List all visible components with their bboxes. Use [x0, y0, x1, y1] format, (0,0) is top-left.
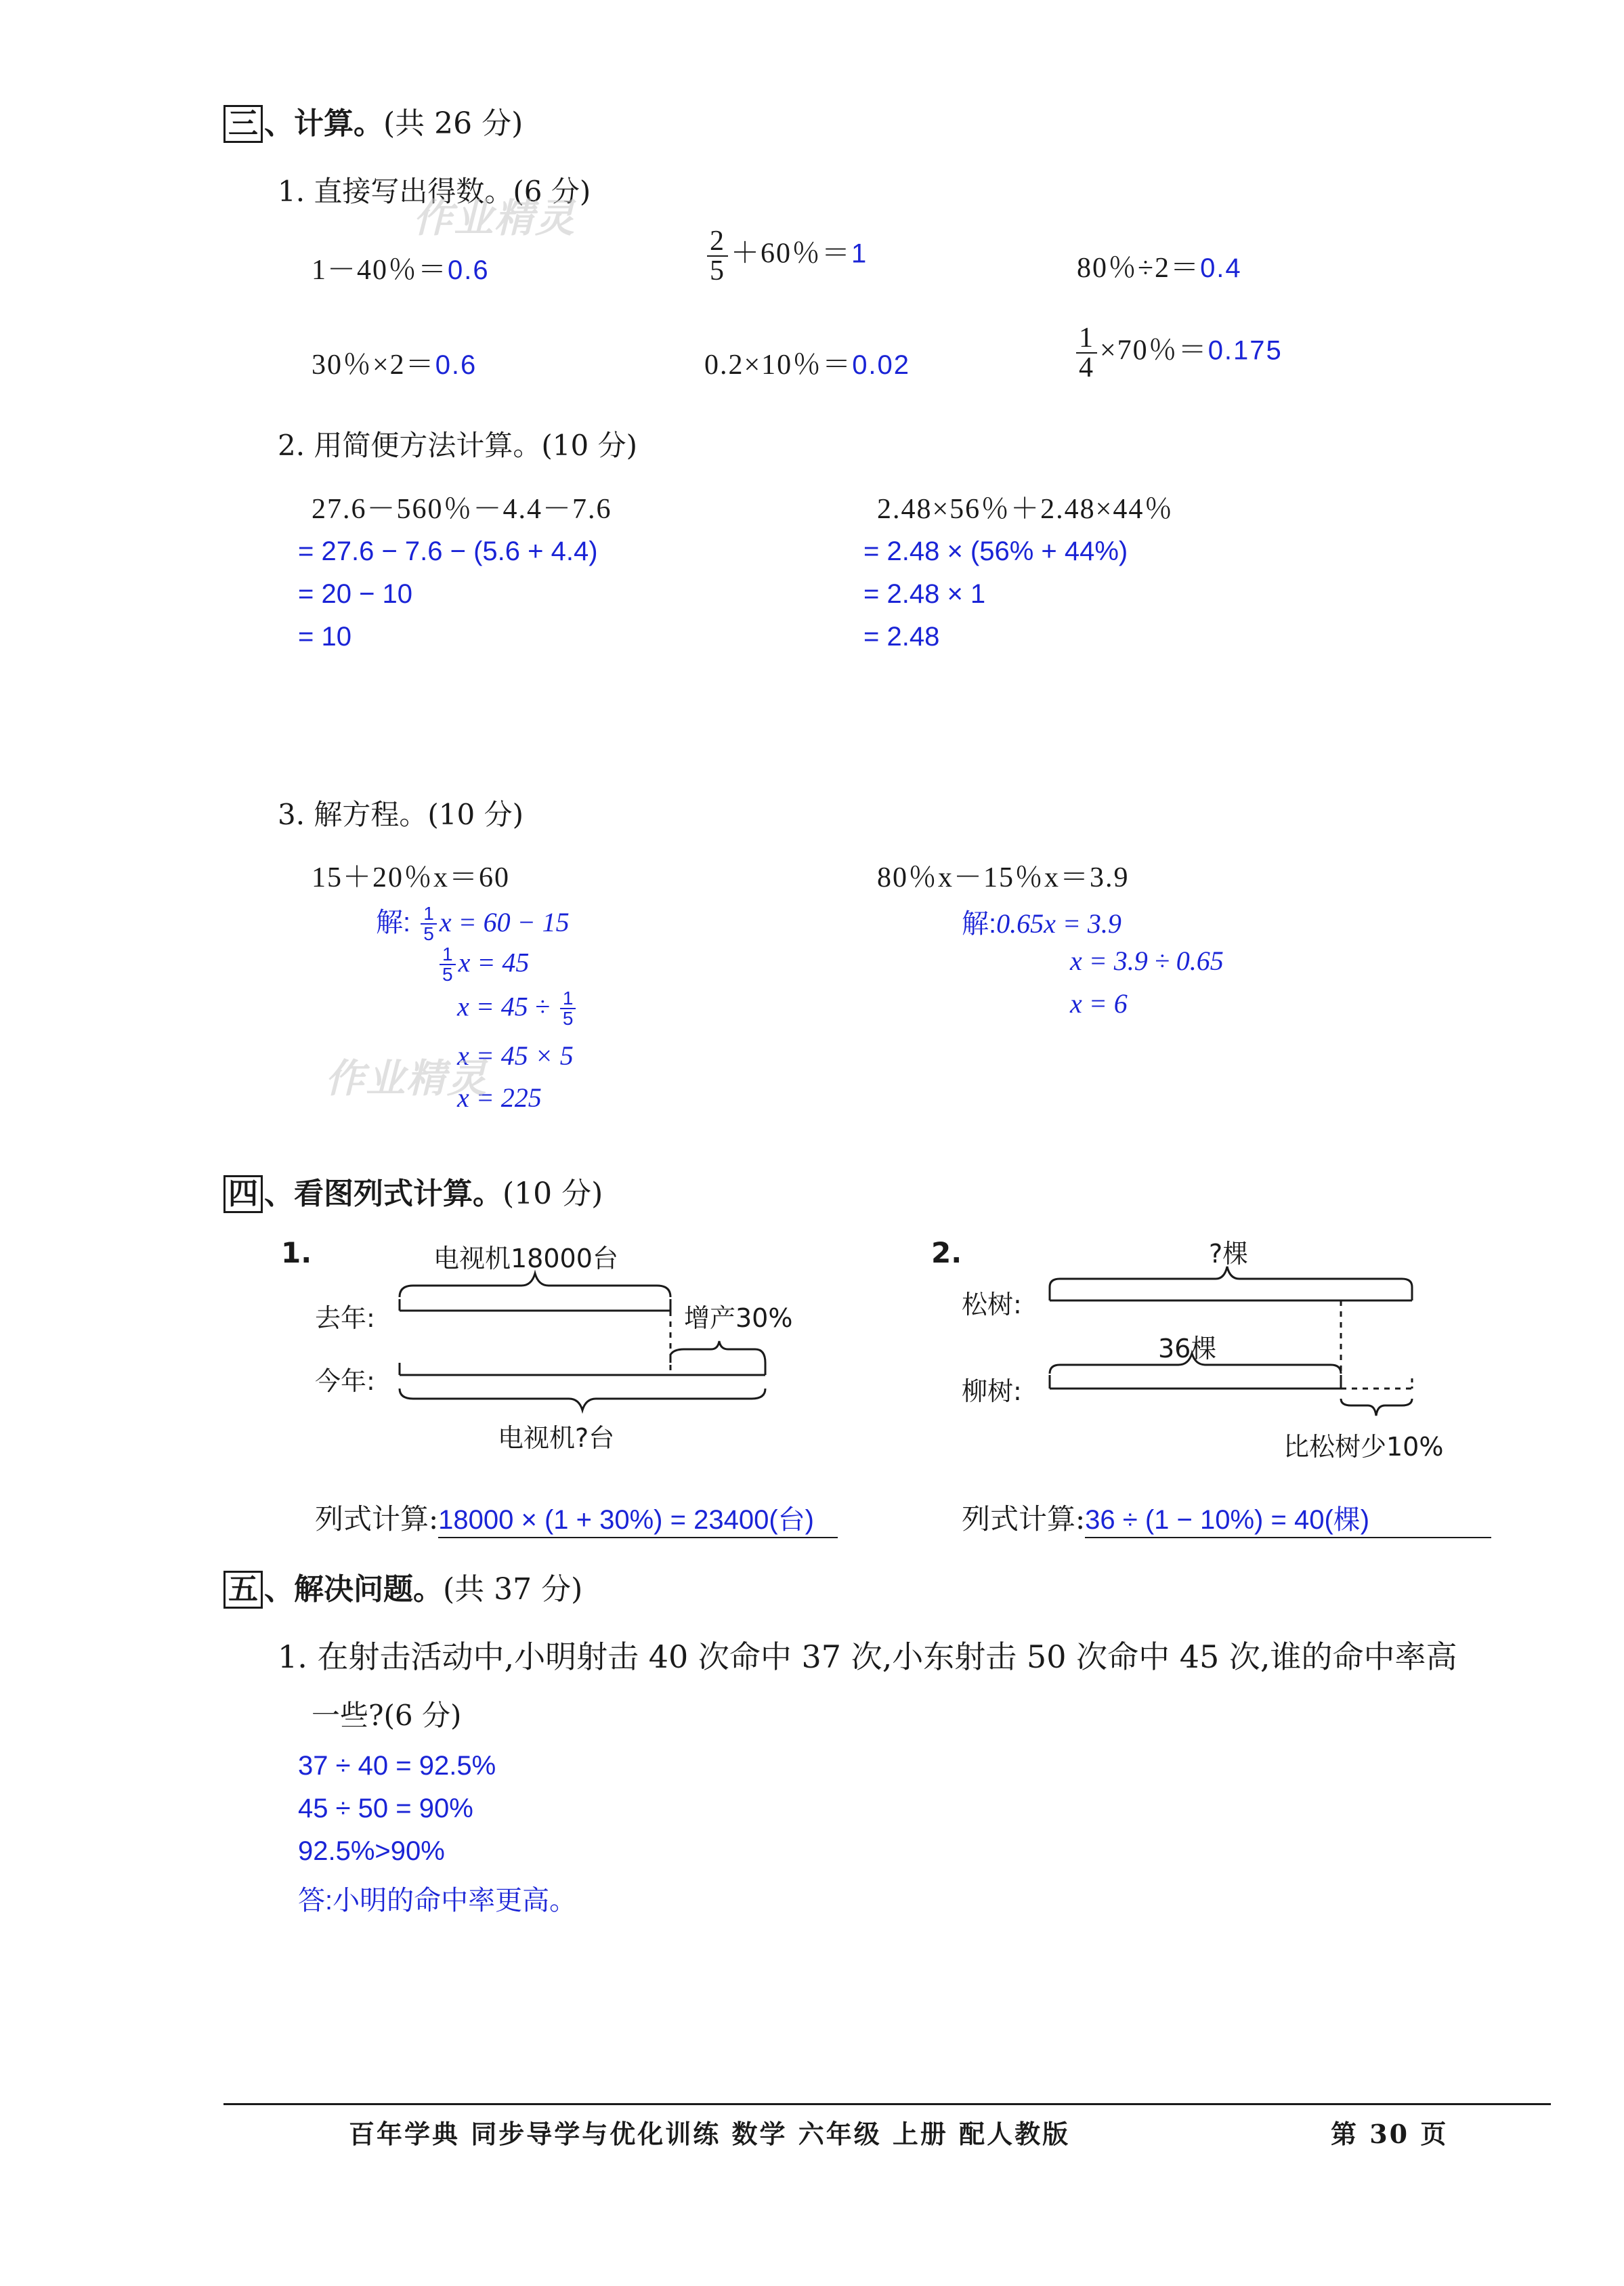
- q2-title: 2. 用简便方法计算。(10 分): [278, 429, 637, 462]
- section-number: 三: [223, 105, 263, 143]
- section-4-heading: 四 、看图列式计算。(10 分): [223, 1169, 603, 1213]
- q3-left-step-5: x = 225: [457, 1082, 542, 1113]
- q2-left-step-3: = 10: [298, 622, 351, 652]
- q1-expr-1: 1－40％＝0.6: [312, 255, 490, 286]
- q1-expr-6: $\frac{1}{4}$ ×70％＝0.175: [1073, 324, 1283, 382]
- brace-top: [400, 1273, 670, 1297]
- q1-expr-3: 80％÷2＝0.4: [1077, 253, 1242, 284]
- answer: 0.02: [852, 350, 911, 380]
- watermark: 作业精灵: [413, 195, 576, 241]
- brace-bottom: [400, 1389, 765, 1410]
- answer: 0.6: [448, 255, 490, 285]
- section-number: 五: [223, 1571, 263, 1609]
- q2-right-expr: 2.48×56％＋2.48×44％: [877, 494, 1174, 525]
- q2-left-step-1: = 27.6 − 7.6 − (5.6 + 4.4): [298, 536, 598, 566]
- q1-expr-2: $\frac{2}{5}$ ＋60％＝1: [704, 227, 868, 285]
- problem-1-answer-3: 92.5%>90%: [298, 1836, 445, 1866]
- label-this-year: 今年:: [315, 1366, 375, 1396]
- label-willow: 柳树:: [962, 1376, 1022, 1406]
- brace-increase: [670, 1341, 765, 1363]
- answer: 18000 × (1 + 30%) = 23400(台): [438, 1498, 838, 1538]
- footer-rule: [223, 2103, 1551, 2105]
- q3-left-step-3: x = 45 ÷ $\frac{1}{5}$: [457, 989, 578, 1028]
- answer: 0.175: [1208, 335, 1283, 366]
- footer-text: 百年学典 同步导学与优化训练 数学 六年级 上册 配人教版: [349, 2119, 1071, 2149]
- q3-right-step-3: x = 6: [1070, 988, 1128, 1019]
- problem-1-answer-2: 45 ÷ 50 = 90%: [298, 1794, 473, 1823]
- page-number: 第 30 页: [1331, 2119, 1449, 2149]
- q1-title: 1. 直接写出得数。(6 分): [278, 175, 591, 208]
- answer: 0.4: [1200, 253, 1242, 283]
- watermark: 作业精灵: [325, 1055, 488, 1101]
- problem-1-answer-4: 答:小明的命中率更高。: [298, 1886, 577, 1915]
- diagram-2-calc: 列式计算:36 ÷ (1 − 10%) = 40(棵): [962, 1497, 1491, 1538]
- answer: 1: [851, 238, 868, 269]
- diagram-2-less-label: 比松树少10%: [1283, 1432, 1444, 1462]
- label-pine: 松树:: [962, 1290, 1022, 1319]
- problem-1-answer-1: 37 ÷ 40 = 92.5%: [298, 1751, 496, 1781]
- diagram-2-mid-label: 36棵: [1158, 1334, 1217, 1363]
- q3-left-step-1: 解: $\frac{1}{5}$ x = 60 − 15: [376, 903, 570, 945]
- section-number: 四: [223, 1175, 263, 1213]
- q3-left-expr: 15＋20％x＝60: [312, 862, 511, 893]
- label-increase: 增产30%: [684, 1303, 793, 1333]
- q2-left-expr: 27.6－560％－4.4－7.6: [312, 494, 612, 525]
- answer: 36 ÷ (1 − 10%) = 40(棵): [1085, 1498, 1491, 1538]
- q1-expr-4: 30％×2＝0.6: [312, 350, 477, 381]
- section-3-heading: 三 、计算。(共 26 分): [223, 99, 523, 143]
- problem-1-line-1: 1. 在射击活动中,小明射击 40 次命中 37 次,小东射击 50 次命中 45 次,谁的命中率高: [278, 1638, 1457, 1675]
- q3-right-step-2: x = 3.9 ÷ 0.65: [1070, 946, 1224, 976]
- section-5-heading: 五 、解决问题。(共 37 分): [223, 1565, 582, 1609]
- answer: 0.6: [435, 350, 477, 380]
- q3-title: 3. 解方程。(10 分): [278, 798, 523, 831]
- q2-left-step-2: = 20 − 10: [298, 579, 413, 609]
- q2-right-step-2: = 2.48 × 1: [863, 579, 986, 609]
- diagram-1-bottom-label: 电视机?台: [498, 1423, 615, 1453]
- diagram-1-top-label: 电视机18000台: [433, 1244, 618, 1273]
- diagram-1-number: 1.: [281, 1236, 312, 1269]
- q3-left-step-2: $\frac{1}{5}$ x = 45: [437, 945, 529, 984]
- problem-1-line-2: 一些?(6 分): [312, 1699, 462, 1732]
- diagram-2-top-label: ?棵: [1209, 1239, 1249, 1269]
- q3-right-step-1: 解:0.65x = 3.9: [962, 908, 1121, 939]
- diagram-1-calc: 列式计算:18000 × (1 + 30%) = 23400(台): [315, 1497, 838, 1538]
- q2-right-step-3: = 2.48: [863, 622, 940, 652]
- q3-right-expr: 80％x－15％x＝3.9: [877, 862, 1130, 893]
- diagram-2-number: 2.: [931, 1236, 962, 1269]
- q3-left-step-4: x = 45 × 5: [457, 1040, 574, 1071]
- q2-right-step-1: = 2.48 × (56% + 44%): [863, 536, 1128, 566]
- q1-expr-5: 0.2×10％＝0.02: [704, 350, 911, 381]
- label-last-year: 去年:: [315, 1303, 375, 1333]
- brace-less: [1341, 1399, 1412, 1416]
